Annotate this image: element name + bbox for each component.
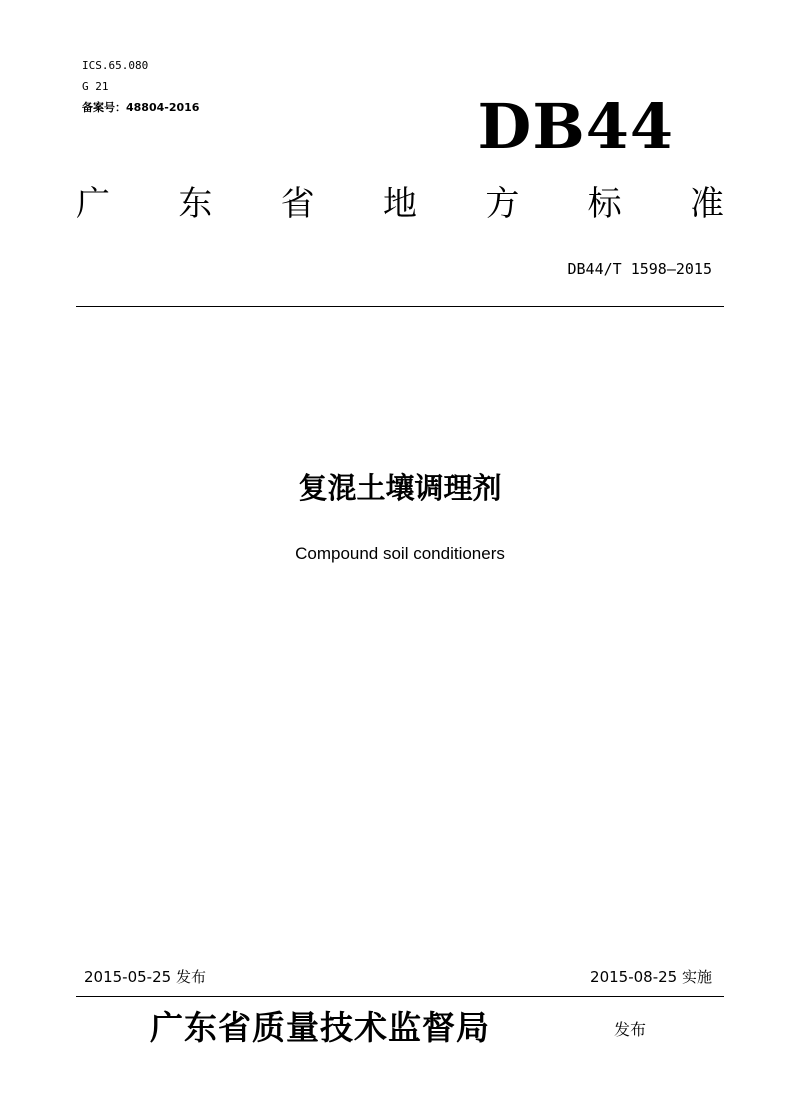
ics-code: ICS.65.080 <box>82 59 149 72</box>
document-title-chinese: 复混土壤调理剂 <box>298 471 502 505</box>
issuer-action-label: 发布 <box>614 1020 647 1039</box>
document-title-english: Compound soil conditioners <box>295 544 505 563</box>
standard-type-title <box>76 182 724 226</box>
standard-type-char: 省 <box>280 184 315 224</box>
top-divider <box>76 306 724 307</box>
issuing-authority: 广东省质量技术监督局 <box>150 1008 490 1047</box>
standard-type-char: 地 <box>382 184 417 224</box>
ccs-code: G 21 <box>82 80 109 93</box>
standard-number: DB44/T 1598—2015 <box>567 260 712 278</box>
record-number: 备案号：48804-2016 <box>82 101 200 114</box>
implementation-date: 2015-08-25 实施 <box>590 968 712 986</box>
issue-date: 2015-05-25 发布 <box>84 968 206 986</box>
standard-type-char: 准 <box>689 184 724 224</box>
standard-type-char: 标 <box>587 184 622 224</box>
standard-type-char: 广 <box>76 184 110 224</box>
standard-type-char: 方 <box>485 184 520 224</box>
bottom-divider <box>76 996 724 997</box>
standard-type-char: 东 <box>178 184 213 224</box>
standard-mark: DB44 <box>477 90 674 163</box>
